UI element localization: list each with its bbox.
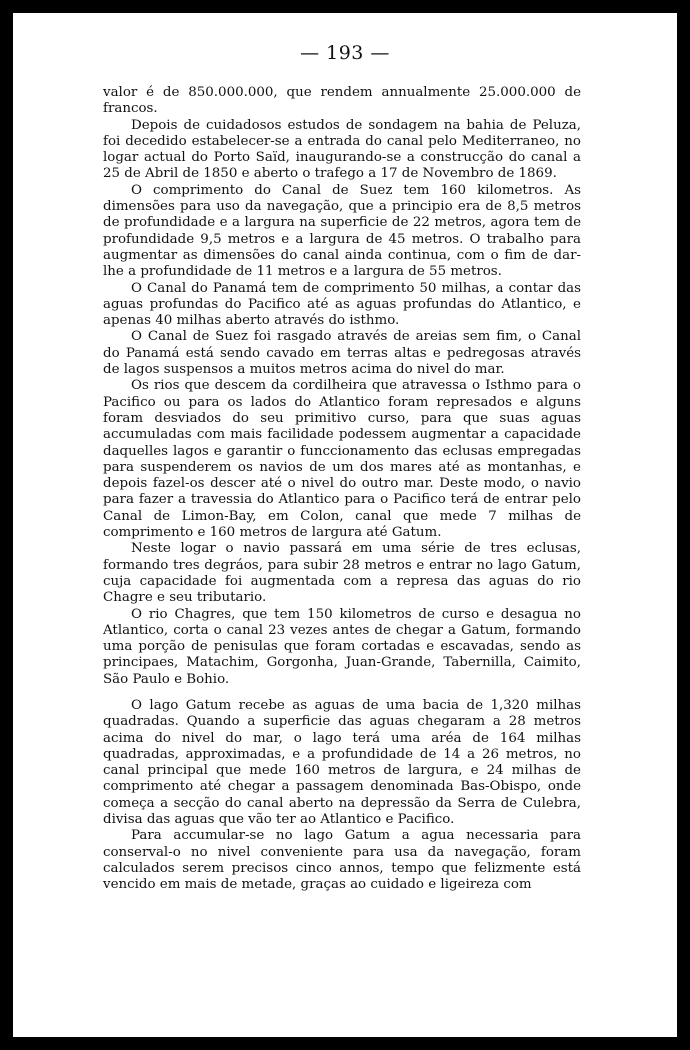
paragraph-3: O comprimento do Canal de Suez tem 160 kilometros. As dimensões para uso da navegação, que a principio era de 8,5 metros de profundidade e a largura na superficie de 22 metros, agora tem de profundidade 9,5 metros e a largura de 45 metros. O trabalho para augmentar as dimensões do canal ainda continua, com o fim de dar-lhe a profundidade de 11 metros e a largura de 55 metros. bbox=[103, 182, 581, 280]
book-page bbox=[13, 13, 677, 1037]
paragraph-10: Para accumular-se no lago Gatum a agua necessaria para conserval-o no nivel conveniente para usa da navegação, foram calculados serem precisos cinco annos, tempo que felizmente está vencido em mais de metade, graças ao cuidado e ligeireza com bbox=[103, 828, 581, 893]
paragraph-1: valor é de 850.000.000, que rendem annualmente 25.000.000 de francos. bbox=[103, 85, 581, 117]
paragraph-5: O Canal de Suez foi rasgado através de areias sem fim, o Canal do Panamá está sendo cavado em terras altas e pedregosas através de lagos suspensos a muitos metros acima do nivel do mar. bbox=[103, 329, 581, 378]
paragraph-2: Depois de cuidadosos estudos de sondagem na bahia de Peluza, foi decedido estabelecer-se a entrada do canal pelo Mediterraneo, no logar actual do Porto Saïd, inaugurando-se a construcção do canal a 25 de Abril de 1850 e aberto o trafego a 17 de Novembro de 1869. bbox=[103, 117, 581, 182]
paragraph-7: Neste logar o navio passará em uma série de tres eclusas, formando tres degráos, para subir 28 metros e entrar no lago Gatum, cuja capacidade foi augmentada com a represa das aguas do rio Chagre e seu tributario. bbox=[103, 541, 581, 606]
paragraph-8: O rio Chagres, que tem 150 kilometros de curso e desagua no Atlantico, corta o canal 23 vezes antes de chegar a Gatum, formando uma porção de penisulas que foram cortadas e escavadas, sendo as principaes, Matachim, Gorgonha, Juan-Grande, Tabernilla, Caimito, São Paulo e Bohio. bbox=[103, 606, 581, 687]
paragraph-6: Os rios que descem da cordilheira que atravessa o Isthmo para o Pacifico ou para os lados do Atlantico foram represados e alguns foram desviados do seu primitivo curso, para que suas aguas accumuladas com mais facilidade podessem augmentar a capacidade daquelles lagos e garantir o funccionamento das eclusas empregadas para suspenderem os navios de um dos mares até as montanhas, e depois fazel-os descer até o nivel do outro mar. Deste modo, o navio para fazer a travessia do Atlantico para o Pacifico terá de entrar pelo Canal de Limon-Bay, em Colon, canal que mede 7 milhas de comprimento e 160 metros de largura até Gatum. bbox=[103, 378, 581, 541]
body-text bbox=[103, 85, 581, 894]
page-number: — 193 — bbox=[300, 42, 390, 64]
paragraph-9: O lago Gatum recebe as aguas de uma bacia de 1,320 milhas quadradas. Quando a superficie das aguas chegaram a 28 metros acima do nivel do mar, o lago terá uma aréa de 164 milhas quadradas, approximadas, e a profundidade de 14 a 26 metros, no canal principal que mede 160 metros de largura, e 24 milhas de comprimento até chegar a passagem denominada Bas-Obispo, onde começa a secção do canal aberto na depressão da Serra de Culebra, divisa das aguas que vão ter ao Atlantico e Pacifico. bbox=[103, 697, 581, 828]
paragraph-4: O Canal do Panamá tem de comprimento 50 milhas, a contar das aguas profundas do Pacifico até as aguas profundas do Atlantico, e apenas 40 milhas aberto através do isthmo. bbox=[103, 280, 581, 329]
